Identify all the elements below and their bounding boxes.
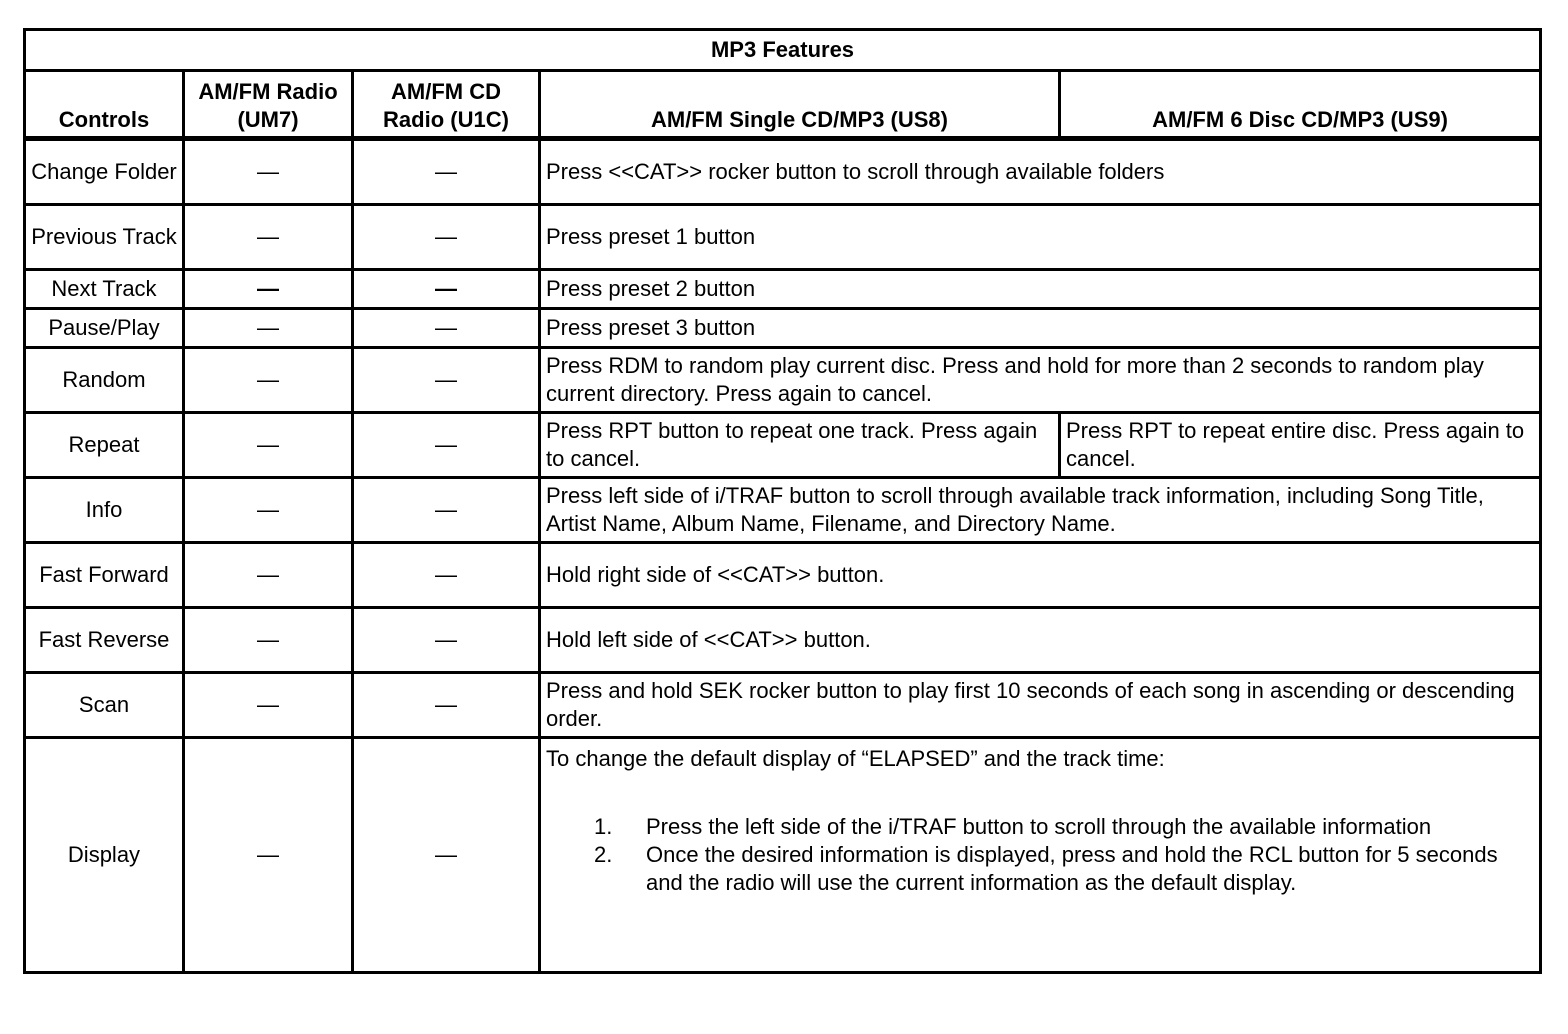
um7-cell: — — [184, 608, 353, 673]
u1c-cell: — — [353, 205, 540, 270]
u1c-cell: — — [353, 139, 540, 205]
u1c-cell: — — [353, 348, 540, 413]
control-label: Repeat — [25, 413, 184, 478]
table-title: MP3 Features — [25, 30, 1541, 71]
list-item — [546, 841, 1534, 897]
table-row — [25, 348, 1541, 413]
control-label: Random — [25, 348, 184, 413]
um7-cell: — — [184, 139, 353, 205]
display-intro-text: To change the default display of “ELAPSED” and the track time: — [546, 746, 1165, 771]
um7-cell: — — [184, 543, 353, 608]
um7-cell: — — [184, 738, 353, 973]
control-label: Fast Reverse — [25, 608, 184, 673]
u1c-cell: — — [353, 738, 540, 973]
control-label: Change Folder — [25, 139, 184, 205]
description-cell: Press preset 3 button — [540, 309, 1541, 348]
control-label: Info — [25, 478, 184, 543]
step-text: Once the desired information is displayed, press and hold the RCL button for 5 seconds and the radio will use the current information as the default display. — [646, 842, 1498, 895]
description-cell: Press preset 2 button — [540, 270, 1541, 309]
step-text: Press the left side of the i/TRAF button to scroll through the available information — [646, 814, 1432, 839]
u1c-cell: — — [353, 673, 540, 738]
table-row — [25, 608, 1541, 673]
description-cell: Hold left side of <<CAT>> button. — [540, 608, 1541, 673]
u1c-cell: — — [353, 413, 540, 478]
um7-cell: — — [184, 478, 353, 543]
step-number: 2. — [594, 842, 613, 867]
control-label: Fast Forward — [25, 543, 184, 608]
control-label: Display — [25, 738, 184, 973]
header-um7: AM/FM Radio (UM7) — [184, 71, 353, 139]
us8-description-cell: Press RPT button to repeat one track. Press again to cancel. — [540, 413, 1060, 478]
control-label: Previous Track — [25, 205, 184, 270]
header-controls: Controls — [25, 71, 184, 139]
table-row — [25, 309, 1541, 348]
mp3-features-table — [23, 28, 1542, 974]
um7-cell: — — [184, 270, 353, 309]
table-row — [25, 478, 1541, 543]
table-row — [25, 543, 1541, 608]
description-cell: Press and hold SEK rocker button to play first 10 seconds of each song in ascending or descending order. — [540, 673, 1541, 738]
u1c-cell: — — [353, 543, 540, 608]
table-row — [25, 413, 1541, 478]
description-cell: Press preset 1 button — [540, 205, 1541, 270]
description-cell: Hold right side of <<CAT>> button. — [540, 543, 1541, 608]
header-u1c: AM/FM CD Radio (U1C) — [353, 71, 540, 139]
u1c-cell: — — [353, 608, 540, 673]
table-row — [25, 738, 1541, 973]
u1c-cell: — — [353, 270, 540, 309]
description-cell: Press <<CAT>> rocker button to scroll through available folders — [540, 139, 1541, 205]
description-cell: Press RDM to random play current disc. Press and hold for more than 2 seconds to random play current directory. Press again to cancel. — [540, 348, 1541, 413]
description-cell — [540, 738, 1541, 973]
um7-cell: — — [184, 205, 353, 270]
control-label: Scan — [25, 673, 184, 738]
um7-cell: — — [184, 413, 353, 478]
um7-cell: — — [184, 348, 353, 413]
um7-cell: — — [184, 309, 353, 348]
u1c-cell: — — [353, 478, 540, 543]
table-row — [25, 205, 1541, 270]
control-label: Next Track — [25, 270, 184, 309]
description-cell: Press left side of i/TRAF button to scroll through available track information, including Song Title, Artist Name, Album Name, Filename, and Directory Name. — [540, 478, 1541, 543]
display-steps-list — [546, 813, 1534, 897]
control-label: Pause/Play — [25, 309, 184, 348]
table-row — [25, 673, 1541, 738]
header-us9: AM/FM 6 Disc CD/MP3 (US9) — [1060, 71, 1541, 139]
header-us8: AM/FM Single CD/MP3 (US8) — [540, 71, 1060, 139]
us9-description-cell: Press RPT to repeat entire disc. Press again to cancel. — [1060, 413, 1541, 478]
u1c-cell: — — [353, 309, 540, 348]
um7-cell: — — [184, 673, 353, 738]
table-row — [25, 270, 1541, 309]
step-number: 1. — [594, 814, 613, 839]
table-row — [25, 139, 1541, 205]
list-item — [546, 813, 1534, 841]
